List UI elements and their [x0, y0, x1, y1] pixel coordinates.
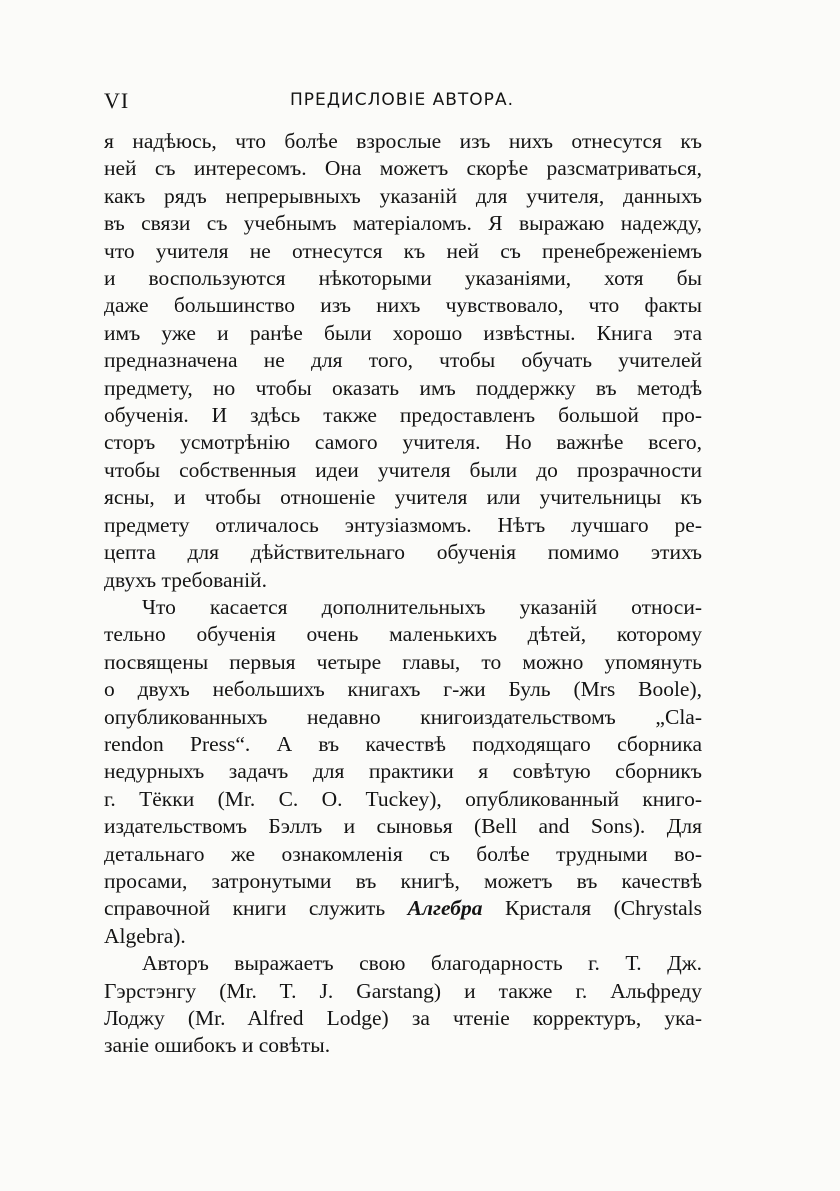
text-line	[104, 895, 702, 922]
running-title: ПРЕДИСЛОВІЕ АВТОРА.	[290, 90, 514, 110]
text-line: детальнаго же ознакомленія съ болѣе трудными во-	[104, 841, 702, 866]
body-text	[104, 128, 702, 1060]
text-segment: Кристаля (Chrystals	[482, 896, 702, 921]
text-line: заніе ошибокъ и совѣты.	[104, 1033, 331, 1058]
text-line: ней съ интересомъ. Она можетъ скорѣе разсматриваться,	[104, 156, 702, 181]
text-line: Гэрстэнгу (Mr. T. J. Garstang) и также г. Альфреду	[104, 978, 702, 1003]
text-line: о двухъ небольшихъ книгахъ г-жи Буль (Mrs Boole),	[104, 677, 702, 702]
text-line: имъ уже и ранѣе были хорошо извѣстны. Книга эта	[104, 320, 702, 345]
text-line: цепта для дѣйствительнаго обученія помимо этихъ	[104, 540, 702, 565]
text-line: Лоджу (Mr. Alfred Lodge) за чтеніе корректуръ, ука-	[104, 1006, 702, 1030]
text-line: просами, затронутыми въ книгѣ, можетъ въ качествѣ	[104, 868, 702, 893]
text-line: rendon Press“. А въ качествѣ подходящаго сборника	[104, 731, 702, 756]
text-line: издательствомъ Бэллъ и сыновья (Bell and Sons). Для	[104, 814, 702, 839]
page-number: VI	[104, 88, 130, 113]
text-line: ясны, и чтобы отношеніе учителя или учительницы къ	[104, 485, 702, 510]
paragraph-1	[104, 128, 702, 594]
text-line: предмету отличалось энтузіазмомъ. Нѣтъ лучшаго ре-	[104, 512, 702, 537]
text-line: опубликованныхъ недавно книгоиздательствомъ „Cla-	[104, 704, 702, 729]
text-line: я надѣюсь, что болѣе взрослые изъ нихъ отнесутся къ	[104, 129, 702, 153]
text-line: въ связи съ учебнымъ матеріаломъ. Я выражаю надежду,	[104, 211, 702, 236]
text-line: посвящены первыя четыре главы, то можно упомянуть	[104, 649, 702, 674]
paragraph-3	[104, 950, 702, 1060]
text-line: что учителя не отнесутся къ ней съ пренебреженіемъ	[104, 238, 702, 263]
text-segment: справочной книги служить	[104, 896, 408, 921]
text-line: предназначена не для того, чтобы обучать учителей	[104, 348, 702, 373]
text-line: чтобы собственныя идеи учителя были до прозрачности	[104, 457, 702, 482]
text-line: Algebra).	[104, 923, 186, 948]
text-line: недурныхъ задачъ для практики я совѣтую сборникъ	[104, 759, 702, 784]
text-line: двухъ требованій.	[104, 567, 267, 592]
text-line: г. Тёкки (Mr. C. O. Tuckey), опубликованный книго-	[104, 786, 702, 811]
text-line: обученія. И здѣсь также предоставленъ большой про-	[104, 403, 702, 428]
text-line: какъ рядъ непрерывныхъ указаній для учителя, данныхъ	[104, 183, 702, 208]
text-line: сторъ усмотрѣнію самого учителя. Но важнѣе всего,	[104, 430, 702, 455]
paragraph-2	[104, 594, 702, 950]
text-line: Авторъ выражаетъ свою благодарность г. Т. Дж.	[142, 951, 702, 976]
page-header	[104, 88, 704, 120]
book-title-italic: Алгебра	[407, 896, 483, 921]
text-line: тельно обученія очень маленькихъ дѣтей, которому	[104, 622, 702, 647]
text-line: предмету, но чтобы оказать имъ поддержку въ методѣ	[104, 375, 702, 400]
text-line: даже большинство изъ нихъ чувствовало, что факты	[104, 293, 702, 318]
text-line: и воспользуются нѣкоторыми указаніями, хотя бы	[104, 266, 702, 291]
text-line: Что касается дополнительныхъ указаній относи-	[142, 594, 702, 619]
